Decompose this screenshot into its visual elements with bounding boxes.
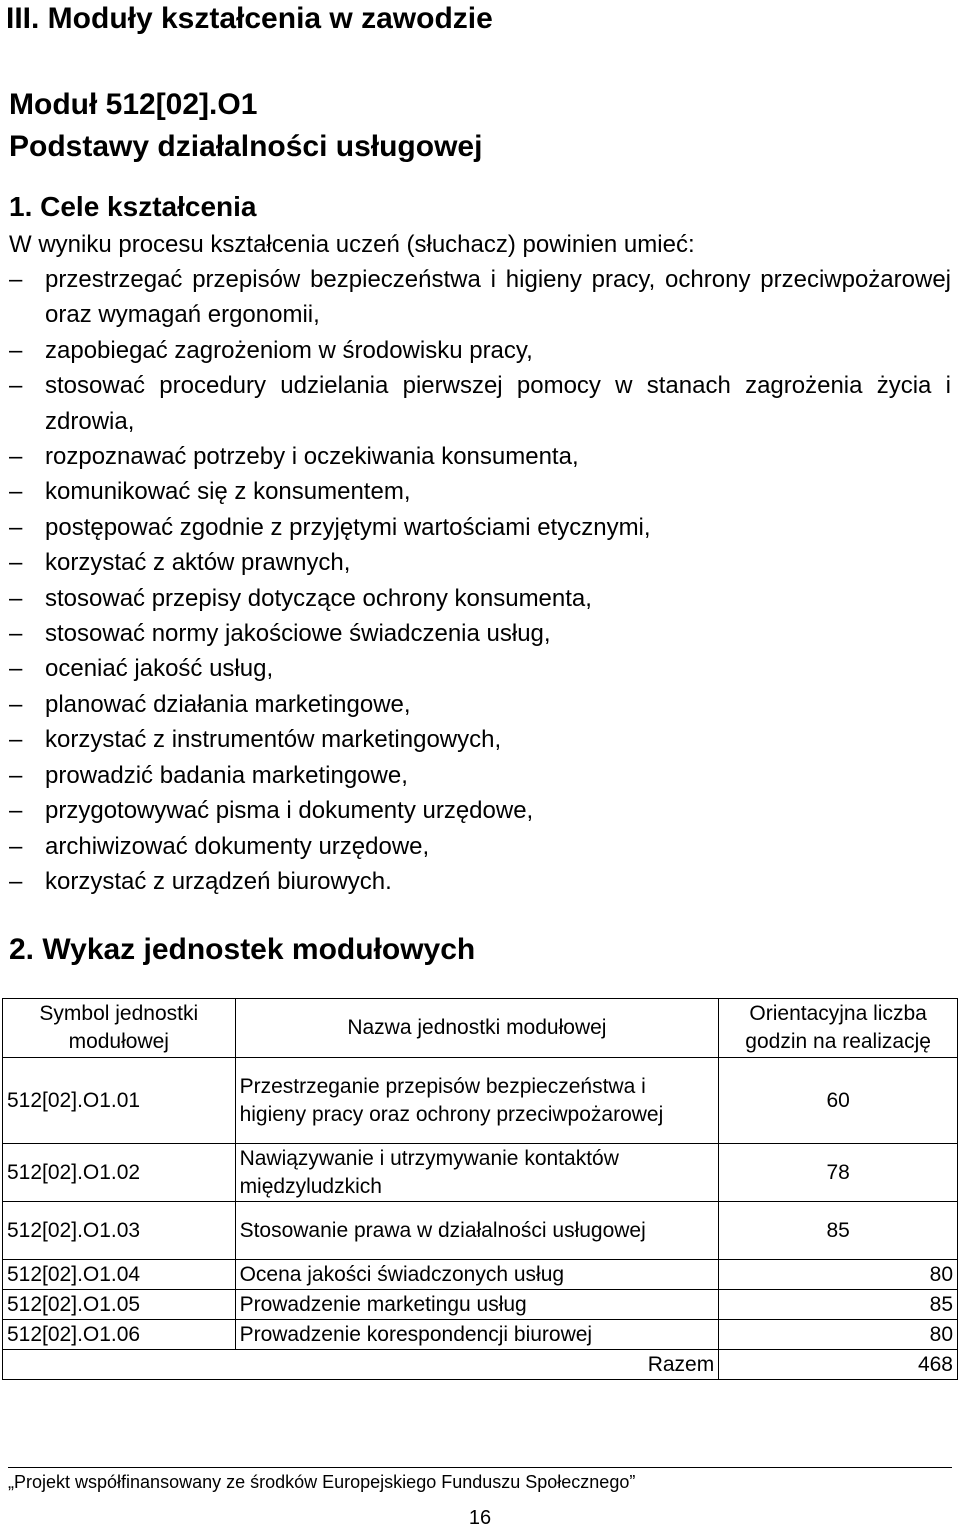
section-2-title: 2. Wykaz jednostek modułowych bbox=[9, 933, 476, 966]
list-item-text: archiwizować dokumenty urzędowe, bbox=[45, 832, 430, 860]
list-item bbox=[9, 722, 951, 757]
list-item-text: korzystać z urządzeń biurowych. bbox=[45, 867, 392, 895]
list-item bbox=[9, 333, 951, 368]
cell-symbol: 512[02].O1.01 bbox=[3, 1058, 236, 1144]
table-row bbox=[3, 1320, 958, 1350]
list-item-text: oceniać jakość usług, bbox=[45, 655, 274, 683]
list-item bbox=[9, 545, 951, 580]
dash-bullet-icon: – bbox=[9, 584, 23, 612]
dash-bullet-icon: – bbox=[9, 761, 23, 789]
list-item-text: planować działania marketingowe, bbox=[45, 690, 411, 718]
dash-bullet-icon: – bbox=[9, 513, 23, 541]
list-item-text: stosować procedury udzielania pierwszej pomocy w stanach zagrożenia życia i zdrowia, bbox=[45, 372, 951, 435]
module-code: Moduł 512[02].O1 bbox=[9, 88, 258, 121]
dash-bullet-icon: – bbox=[9, 655, 23, 683]
total-label: Razem bbox=[3, 1350, 719, 1380]
learning-goals-list bbox=[9, 262, 951, 899]
list-item-text: postępować zgodnie z przyjętymi wartościami etycznymi, bbox=[45, 513, 651, 541]
cell-hours: 80 bbox=[719, 1260, 958, 1290]
table-row bbox=[3, 1260, 958, 1290]
cell-name: Stosowanie prawa w działalności usługowej bbox=[235, 1202, 719, 1260]
header-name: Nazwa jednostki modułowej bbox=[235, 999, 719, 1058]
cell-hours: 60 bbox=[719, 1058, 958, 1144]
dash-bullet-icon: – bbox=[9, 336, 23, 364]
section-1-intro: W wyniku procesu kształcenia uczeń (słuchacz) powinien umieć: bbox=[9, 231, 695, 258]
cell-hours: 85 bbox=[719, 1202, 958, 1260]
table-row bbox=[3, 1202, 958, 1260]
table-header-row bbox=[3, 999, 958, 1058]
list-item-text: komunikować się z konsumentem, bbox=[45, 478, 411, 506]
dash-bullet-icon: – bbox=[9, 726, 23, 754]
chapter-title: III. Moduły kształcenia w zawodzie bbox=[6, 2, 493, 35]
list-item-text: zapobiegać zagrożeniom w środowisku pracy, bbox=[45, 336, 533, 364]
dash-bullet-icon: – bbox=[9, 372, 23, 400]
list-item bbox=[9, 758, 951, 793]
cell-symbol: 512[02].O1.06 bbox=[3, 1320, 236, 1350]
list-item-text: korzystać z aktów prawnych, bbox=[45, 549, 351, 577]
cell-symbol: 512[02].O1.03 bbox=[3, 1202, 236, 1260]
cell-symbol: 512[02].O1.02 bbox=[3, 1144, 236, 1202]
list-item bbox=[9, 262, 951, 333]
cell-name: Prowadzenie marketingu usług bbox=[235, 1290, 719, 1320]
dash-bullet-icon: – bbox=[9, 478, 23, 506]
list-item-text: korzystać z instrumentów marketingowych, bbox=[45, 726, 502, 754]
cell-hours: 80 bbox=[719, 1320, 958, 1350]
module-name: Podstawy działalności usługowej bbox=[9, 130, 483, 163]
list-item bbox=[9, 474, 951, 509]
total-value: 468 bbox=[719, 1350, 958, 1380]
list-item-text: rozpoznawać potrzeby i oczekiwania konsumenta, bbox=[45, 443, 579, 471]
list-item-text: prowadzić badania marketingowe, bbox=[45, 761, 408, 789]
page-number: 16 bbox=[468, 1507, 492, 1529]
list-item-text: przygotowywać pisma i dokumenty urzędowe, bbox=[45, 797, 534, 825]
dash-bullet-icon: – bbox=[9, 797, 23, 825]
table-total-row bbox=[3, 1350, 958, 1380]
dash-bullet-icon: – bbox=[9, 443, 23, 471]
cell-name: Nawiązywanie i utrzymywanie kontaktów międzyludzkich bbox=[235, 1144, 719, 1202]
module-heading bbox=[9, 84, 482, 168]
cell-symbol: 512[02].O1.05 bbox=[3, 1290, 236, 1320]
module-units-table bbox=[2, 998, 958, 1380]
dash-bullet-icon: – bbox=[9, 867, 23, 895]
cell-name: Ocena jakości świadczonych usług bbox=[235, 1260, 719, 1290]
cell-hours: 78 bbox=[719, 1144, 958, 1202]
header-symbol: Symbol jednostki modułowej bbox=[3, 999, 236, 1058]
list-item bbox=[9, 687, 951, 722]
list-item-text: stosować przepisy dotyczące ochrony konsumenta, bbox=[45, 584, 592, 612]
table-row bbox=[3, 1058, 958, 1144]
list-item bbox=[9, 829, 951, 864]
dash-bullet-icon: – bbox=[9, 690, 23, 718]
cell-symbol: 512[02].O1.04 bbox=[3, 1260, 236, 1290]
dash-bullet-icon: – bbox=[9, 549, 23, 577]
list-item bbox=[9, 368, 951, 439]
list-item bbox=[9, 439, 951, 474]
table-row bbox=[3, 1144, 958, 1202]
dash-bullet-icon: – bbox=[9, 620, 23, 648]
footer-divider bbox=[8, 1467, 952, 1468]
list-item bbox=[9, 793, 951, 828]
cell-name: Przestrzeganie przepisów bezpieczeństwa i higieny pracy oraz ochrony przeciwpożarowej bbox=[235, 1058, 719, 1144]
list-item-text: przestrzegać przepisów bezpieczeństwa i higieny pracy, ochrony przeciwpożarowej oraz wymagań ergonomii, bbox=[45, 266, 951, 329]
dash-bullet-icon: – bbox=[9, 266, 23, 293]
list-item bbox=[9, 510, 951, 545]
section-1-title: 1. Cele kształcenia bbox=[9, 191, 257, 222]
list-item bbox=[9, 616, 951, 651]
table-row bbox=[3, 1290, 958, 1320]
cell-hours: 85 bbox=[719, 1290, 958, 1320]
cell-name: Prowadzenie korespondencji biurowej bbox=[235, 1320, 719, 1350]
list-item bbox=[9, 581, 951, 616]
list-item-text: stosować normy jakościowe świadczenia usług, bbox=[45, 620, 551, 648]
list-item bbox=[9, 864, 951, 899]
footer-note: „Projekt współfinansowany ze środków Europejskiego Funduszu Społecznego” bbox=[8, 1472, 636, 1492]
dash-bullet-icon: – bbox=[9, 832, 23, 860]
list-item bbox=[9, 651, 951, 686]
header-hours: Orientacyjna liczba godzin na realizację bbox=[719, 999, 958, 1058]
